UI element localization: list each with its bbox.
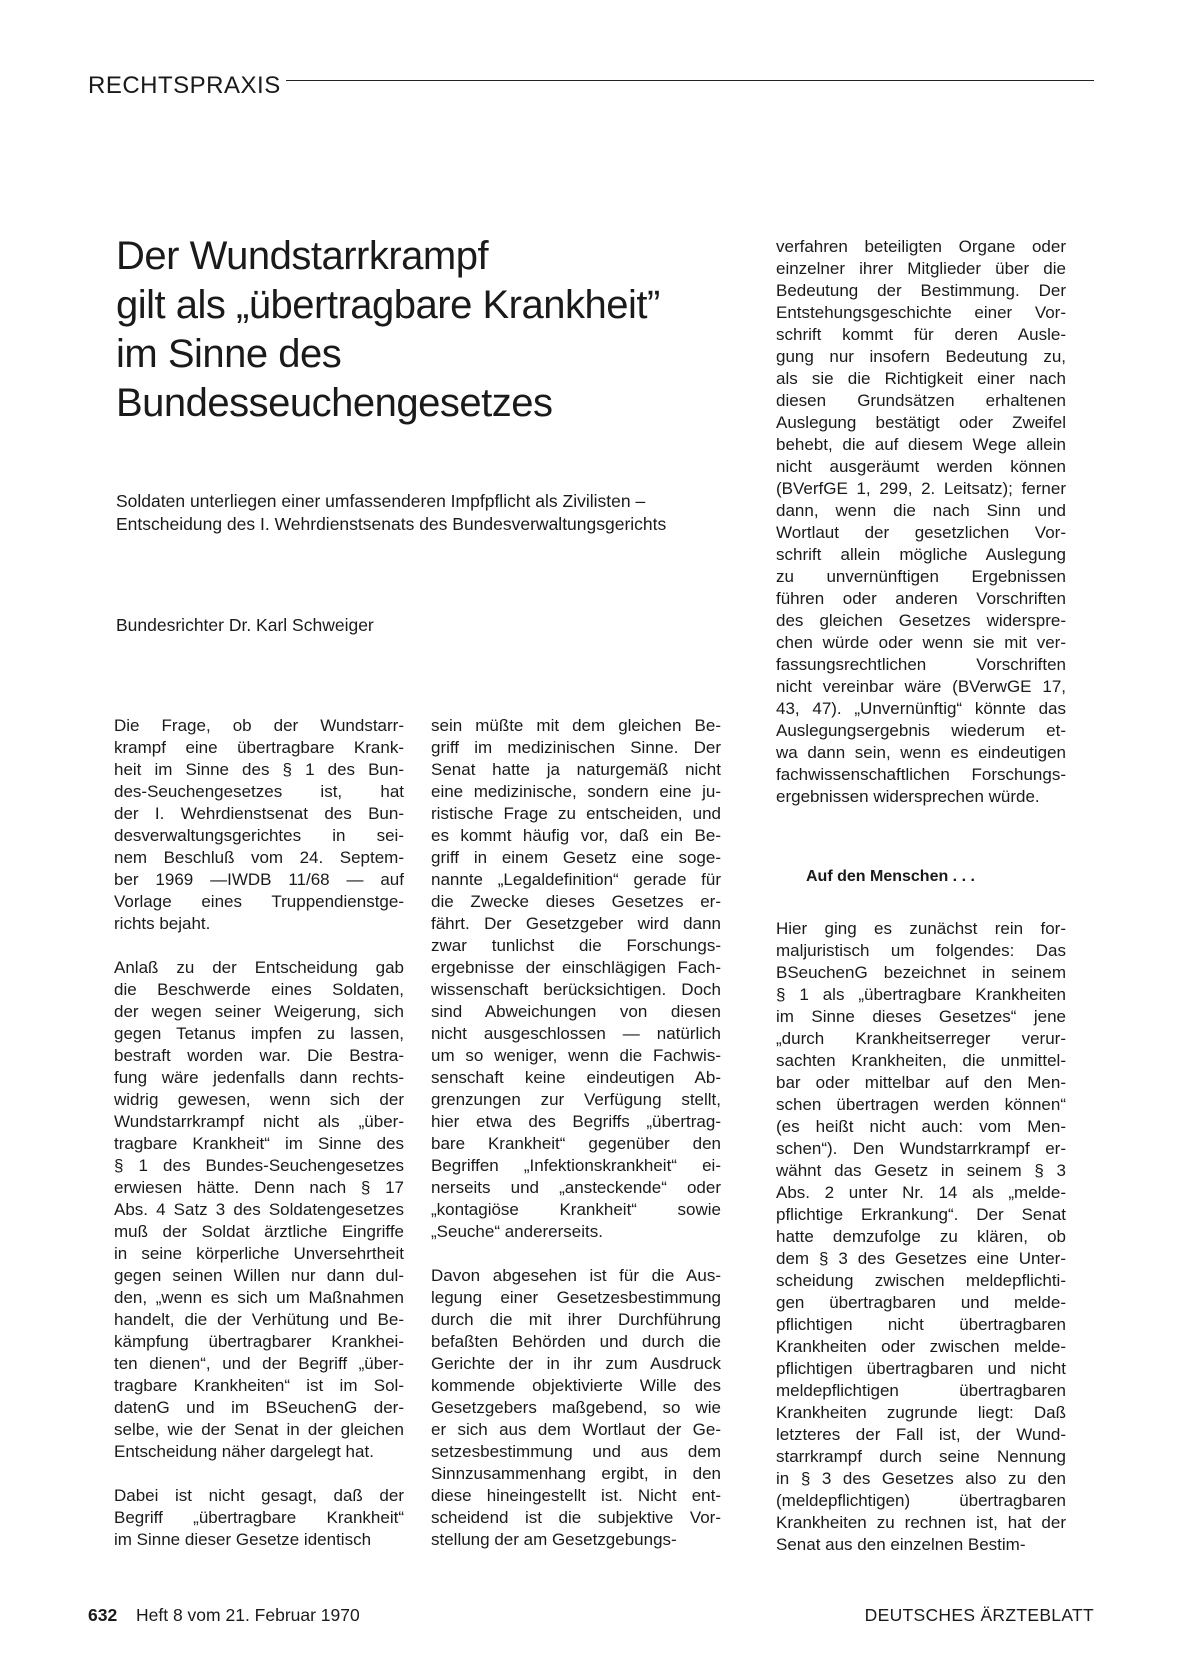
- text-line: Begriff „übertragbare Krankheit“: [114, 1508, 404, 1527]
- text-line: nicht ausgeräumt werden können: [776, 457, 1066, 476]
- text-line: die Beschwerde eines Soldaten,: [114, 980, 404, 999]
- text-line: durch die mit ihrer Durchführung: [431, 1310, 721, 1329]
- text-line: sein müßte mit dem gleichen Be-: [431, 716, 721, 735]
- text-line: der I. Wehrdienstsenat des Bun-: [114, 804, 404, 823]
- text-line: Krankheiten oder zwischen melde-: [776, 1337, 1066, 1356]
- text-line: griff im medizinischen Sinne. Der: [431, 738, 721, 757]
- text-line: gegen seinen Willen nur dann dul-: [114, 1266, 404, 1285]
- text-line: einzelner ihrer Mitglieder über die: [776, 259, 1066, 278]
- text-line: muß der Soldat ärztliche Eingriffe: [114, 1222, 404, 1241]
- text-line: schrift kommt für deren Ausle-: [776, 325, 1066, 344]
- text-line: fährt. Der Gesetzgeber wird dann: [431, 914, 721, 933]
- text-line: Gesetzgebers maßgebend, so wie: [431, 1398, 721, 1417]
- text-line: Krankheiten zu rechnen ist, hat der: [776, 1513, 1066, 1532]
- text-line: heit im Sinne des § 1 des Bun-: [114, 760, 404, 779]
- text-line: kommende objektivierte Wille des: [431, 1376, 721, 1395]
- text-line: Dabei ist nicht gesagt, daß der: [114, 1486, 404, 1505]
- text-line: schen übertragen werden können“: [776, 1095, 1066, 1114]
- section-rule: [286, 80, 1094, 81]
- text-line: widrig gewesen, wenn sich der: [114, 1090, 404, 1109]
- text-line: grenzungen zur Verfügung stellt,: [431, 1090, 721, 1109]
- title-line: Bundesseuchengesetzes: [116, 381, 553, 425]
- text-line: dem § 3 des Gesetzes eine Unter-: [776, 1249, 1066, 1268]
- text-line: gegen Tetanus impfen zu lassen,: [114, 1024, 404, 1043]
- text-line: des-Seuchengesetzes ist, hat: [114, 782, 404, 801]
- text-line: Davon abgesehen ist für die Aus-: [431, 1266, 721, 1285]
- text-line: erwiesen hätte. Denn nach § 17: [114, 1178, 404, 1197]
- text-line: schrift allein mögliche Auslegung: [776, 545, 1066, 564]
- paragraph: [114, 1485, 404, 1551]
- text-line: pflichtige Erkrankung“. Der Senat: [776, 1205, 1066, 1224]
- text-line: „kontagiöse Krankheit“ sowie: [431, 1200, 721, 1219]
- text-line: (BVerfGE 1, 299, 2. Leitsatz); ferner: [776, 479, 1066, 498]
- section-heading: Auf den Menschen . . .: [806, 868, 975, 885]
- text-line: wissenschaft berücksichtigen. Doch: [431, 980, 721, 999]
- text-line: Senat aus den einzelnen Bestim-: [776, 1535, 1026, 1554]
- text-line: hatte demzufolge zu klären, ob: [776, 1227, 1066, 1246]
- article-title: [116, 232, 756, 428]
- text-line: legung einer Gesetzesbestimmung: [431, 1288, 721, 1307]
- text-line: hier etwa des Begriffs „übertrag-: [431, 1112, 721, 1131]
- title-line: im Sinne des: [116, 332, 342, 376]
- text-line: ergebnisse der einschlägigen Fach-: [431, 958, 721, 977]
- text-line: gung nur insofern Bedeutung zu,: [776, 347, 1066, 366]
- text-line: zwar tunlichst die Forschungs-: [431, 936, 721, 955]
- text-line: chen würde oder wenn sie mit ver-: [776, 633, 1066, 652]
- text-line: kämpfung übertragbarer Krankhei-: [114, 1332, 404, 1351]
- text-line: er sich aus dem Wortlaut der Ge-: [431, 1420, 721, 1439]
- text-line: tragbare Krankheiten“ ist im Sol-: [114, 1376, 404, 1395]
- text-line: selbe, wie der Senat in der gleichen: [114, 1420, 404, 1439]
- section-label: RECHTSPRAXIS: [88, 72, 281, 99]
- text-line: wa dann sein, wenn es eindeutigen: [776, 743, 1066, 762]
- text-line: datenG und im BSeuchenG der-: [114, 1398, 404, 1417]
- text-line: BSeuchenG bezeichnet in seinem: [776, 963, 1066, 982]
- text-line: Abs. 2 unter Nr. 14 als „melde-: [776, 1183, 1066, 1202]
- text-line: Anlaß zu der Entscheidung gab: [114, 958, 404, 977]
- author-byline: Bundesrichter Dr. Karl Schweiger: [116, 615, 374, 635]
- text-line: diese hineingestellt ist. Nicht ent-: [431, 1486, 721, 1505]
- text-line: nicht ausgeschlossen — natürlich: [431, 1024, 721, 1043]
- text-line: dann, wenn die nach Sinn und: [776, 501, 1066, 520]
- subtitle-line: Entscheidung des I. Wehrdienstsenats des Bundesverwaltungsgerichts: [116, 514, 667, 534]
- text-line: scheidung zwischen meldepflichti-: [776, 1271, 1066, 1290]
- text-line: 43, 47). „Unvernünftig“ könnte das: [776, 699, 1066, 718]
- text-line: Begriffen „Infektionskrankheit“ ei-: [431, 1156, 721, 1175]
- paragraph: [114, 957, 404, 1463]
- text-line: richts bejaht.: [114, 914, 211, 933]
- text-line: in seine körperliche Unversehrtheit: [114, 1244, 404, 1263]
- text-line: um so weniger, wenn die Fachwis-: [431, 1046, 721, 1065]
- text-line: nerseits und „ansteckende“ oder: [431, 1178, 721, 1197]
- text-line: „Seuche“ andererseits.: [431, 1222, 603, 1241]
- text-line: Gerichte der in ihr zum Ausdruck: [431, 1354, 721, 1373]
- text-line: senschaft keine eindeutigen Ab-: [431, 1068, 721, 1087]
- text-line: schen“). Den Wundstarrkrampf er-: [776, 1139, 1066, 1158]
- text-line: befaßten Behörden und durch die: [431, 1332, 721, 1351]
- paragraph: [776, 918, 1066, 1556]
- text-line: die Zwecke dieses Gesetzes er-: [431, 892, 721, 911]
- text-line: bare Krankheit“ gegenüber den: [431, 1134, 721, 1153]
- text-line: des gleichen Gesetzes widerspre-: [776, 611, 1066, 630]
- text-line: Wortlaut der gesetzlichen Vor-: [776, 523, 1066, 542]
- text-line: Entstehungsgeschichte einer Vor-: [776, 303, 1066, 322]
- text-line: ten dienen“, und der Begriff „über-: [114, 1354, 404, 1373]
- text-line: behebt, die auf diesem Wege allein: [776, 435, 1066, 454]
- text-line: Bedeutung der Bestimmung. Der: [776, 281, 1066, 300]
- text-line: als sie die Richtigkeit einer nach: [776, 369, 1066, 388]
- text-line: diesen Grundsätzen erhaltenen: [776, 391, 1066, 410]
- page-number: 632: [88, 1605, 118, 1625]
- text-line: eine medizinische, sondern eine ju-: [431, 782, 721, 801]
- text-line: (meldepflichtigen) übertragbaren: [776, 1491, 1066, 1510]
- text-line: Abs. 4 Satz 3 des Soldatengesetzes: [114, 1200, 404, 1219]
- text-line: Sinnzusammenhang ergibt, in den: [431, 1464, 721, 1483]
- text-line: ristische Frage zu entscheiden, und: [431, 804, 721, 823]
- text-line: griff in einem Gesetz eine soge-: [431, 848, 721, 867]
- text-line: nicht vereinbar wäre (BVerwGE 17,: [776, 677, 1066, 696]
- text-line: Die Frage, ob der Wundstarr-: [114, 716, 404, 735]
- text-line: pflichtigen nicht übertragbaren: [776, 1315, 1066, 1334]
- text-column-2: [431, 715, 721, 1551]
- text-line: Auslegungsergebnis wiederum et-: [776, 721, 1066, 740]
- text-line: „durch Krankheitserreger verur-: [776, 1029, 1066, 1048]
- text-line: krampf eine übertragbare Krank-: [114, 738, 404, 757]
- text-line: setzesbestimmung und aus dem: [431, 1442, 721, 1461]
- article-subtitle: [116, 490, 756, 536]
- text-line: wähnt das Gesetz in seinem § 3: [776, 1161, 1066, 1180]
- title-line: Der Wundstarrkrampf: [116, 234, 489, 278]
- text-line: stellung der am Gesetzgebungs-: [431, 1530, 677, 1549]
- text-line: Wundstarrkrampf nicht als „über-: [114, 1112, 404, 1131]
- text-line: Senat hatte ja naturgemäß nicht: [431, 760, 721, 779]
- text-line: fassungsrechtlichen Vorschriften: [776, 655, 1066, 674]
- text-line: § 1 des Bundes-Seuchengesetzes: [114, 1156, 404, 1175]
- text-line: Auslegung bestätigt oder Zweifel: [776, 413, 1066, 432]
- text-line: im Sinne dieses Gesetzes“ jene: [776, 1007, 1066, 1026]
- text-line: § 1 als „übertragbare Krankheiten: [776, 985, 1066, 1004]
- text-line: Entscheidung näher dargelegt hat.: [114, 1442, 374, 1461]
- text-line: starrkrampf durch seine Nennung: [776, 1447, 1066, 1466]
- text-line: sachten Krankheiten, die unmittel-: [776, 1051, 1066, 1070]
- text-line: nannte „Legaldefinition“ gerade für: [431, 870, 721, 889]
- text-line: bar oder mittelbar auf den Men-: [776, 1073, 1066, 1092]
- text-line: Krankheiten zugrunde liegt: Daß: [776, 1403, 1066, 1422]
- text-line: (es heißt nicht auch: vom Men-: [776, 1117, 1066, 1136]
- paragraph: [431, 715, 721, 1243]
- text-line: nem Beschluß vom 24. Septem-: [114, 848, 404, 867]
- text-line: handelt, die der Verhütung und Be-: [114, 1310, 404, 1329]
- text-line: den, „wenn es sich um Maßnahmen: [114, 1288, 404, 1307]
- text-line: sind Abweichungen von diesen: [431, 1002, 721, 1021]
- paragraph: [114, 715, 404, 935]
- text-line: gen übertragbaren und melde-: [776, 1293, 1066, 1312]
- text-line: fung wäre jedenfalls dann rechts-: [114, 1068, 404, 1087]
- subtitle-line: Soldaten unterliegen einer umfassenderen Impfpflicht als Zivilisten –: [116, 491, 646, 511]
- text-line: tragbare Krankheit“ im Sinne des: [114, 1134, 404, 1153]
- paragraph: [431, 1265, 721, 1551]
- text-line: ergebnissen widersprechen würde.: [776, 787, 1040, 806]
- text-line: letzteres der Fall ist, der Wund-: [776, 1425, 1066, 1444]
- text-line: führen oder anderen Vorschriften: [776, 589, 1066, 608]
- text-column-1: [114, 715, 404, 1551]
- text-line: im Sinne dieser Gesetze identisch: [114, 1530, 372, 1549]
- text-line: der wegen seiner Weigerung, sich: [114, 1002, 404, 1021]
- text-line: Hier ging es zunächst rein for-: [776, 919, 1066, 938]
- text-line: meldepflichtigen übertragbaren: [776, 1381, 1066, 1400]
- text-column-3: [776, 236, 1066, 1556]
- text-line: pflichtigen übertragbaren und nicht: [776, 1359, 1066, 1378]
- journal-name: DEUTSCHES ÄRZTEBLATT: [864, 1605, 1094, 1625]
- text-line: scheidend ist die subjektive Vor-: [431, 1508, 721, 1527]
- text-line: zu unvernünftigen Ergebnissen: [776, 567, 1066, 586]
- text-line: in § 3 des Gesetzes also zu den: [776, 1469, 1066, 1488]
- issue-info: Heft 8 vom 21. Februar 1970: [136, 1605, 360, 1625]
- text-line: Vorlage eines Truppendienstge-: [114, 892, 404, 911]
- text-line: es kommt häufig vor, daß ein Be-: [431, 826, 721, 845]
- paragraph: [776, 236, 1066, 808]
- title-line: gilt als „übertragbare Krankheit”: [116, 283, 660, 327]
- text-line: bestraft worden war. Die Bestra-: [114, 1046, 404, 1065]
- text-line: verfahren beteiligten Organe oder: [776, 237, 1066, 256]
- text-line: desverwaltungsgerichtes in sei-: [114, 826, 404, 845]
- text-line: fachwissenschaftlichen Forschungs-: [776, 765, 1066, 784]
- text-line: ber 1969 —IWDB 11/68 — auf: [114, 870, 404, 889]
- text-line: maljuristisch um folgendes: Das: [776, 941, 1066, 960]
